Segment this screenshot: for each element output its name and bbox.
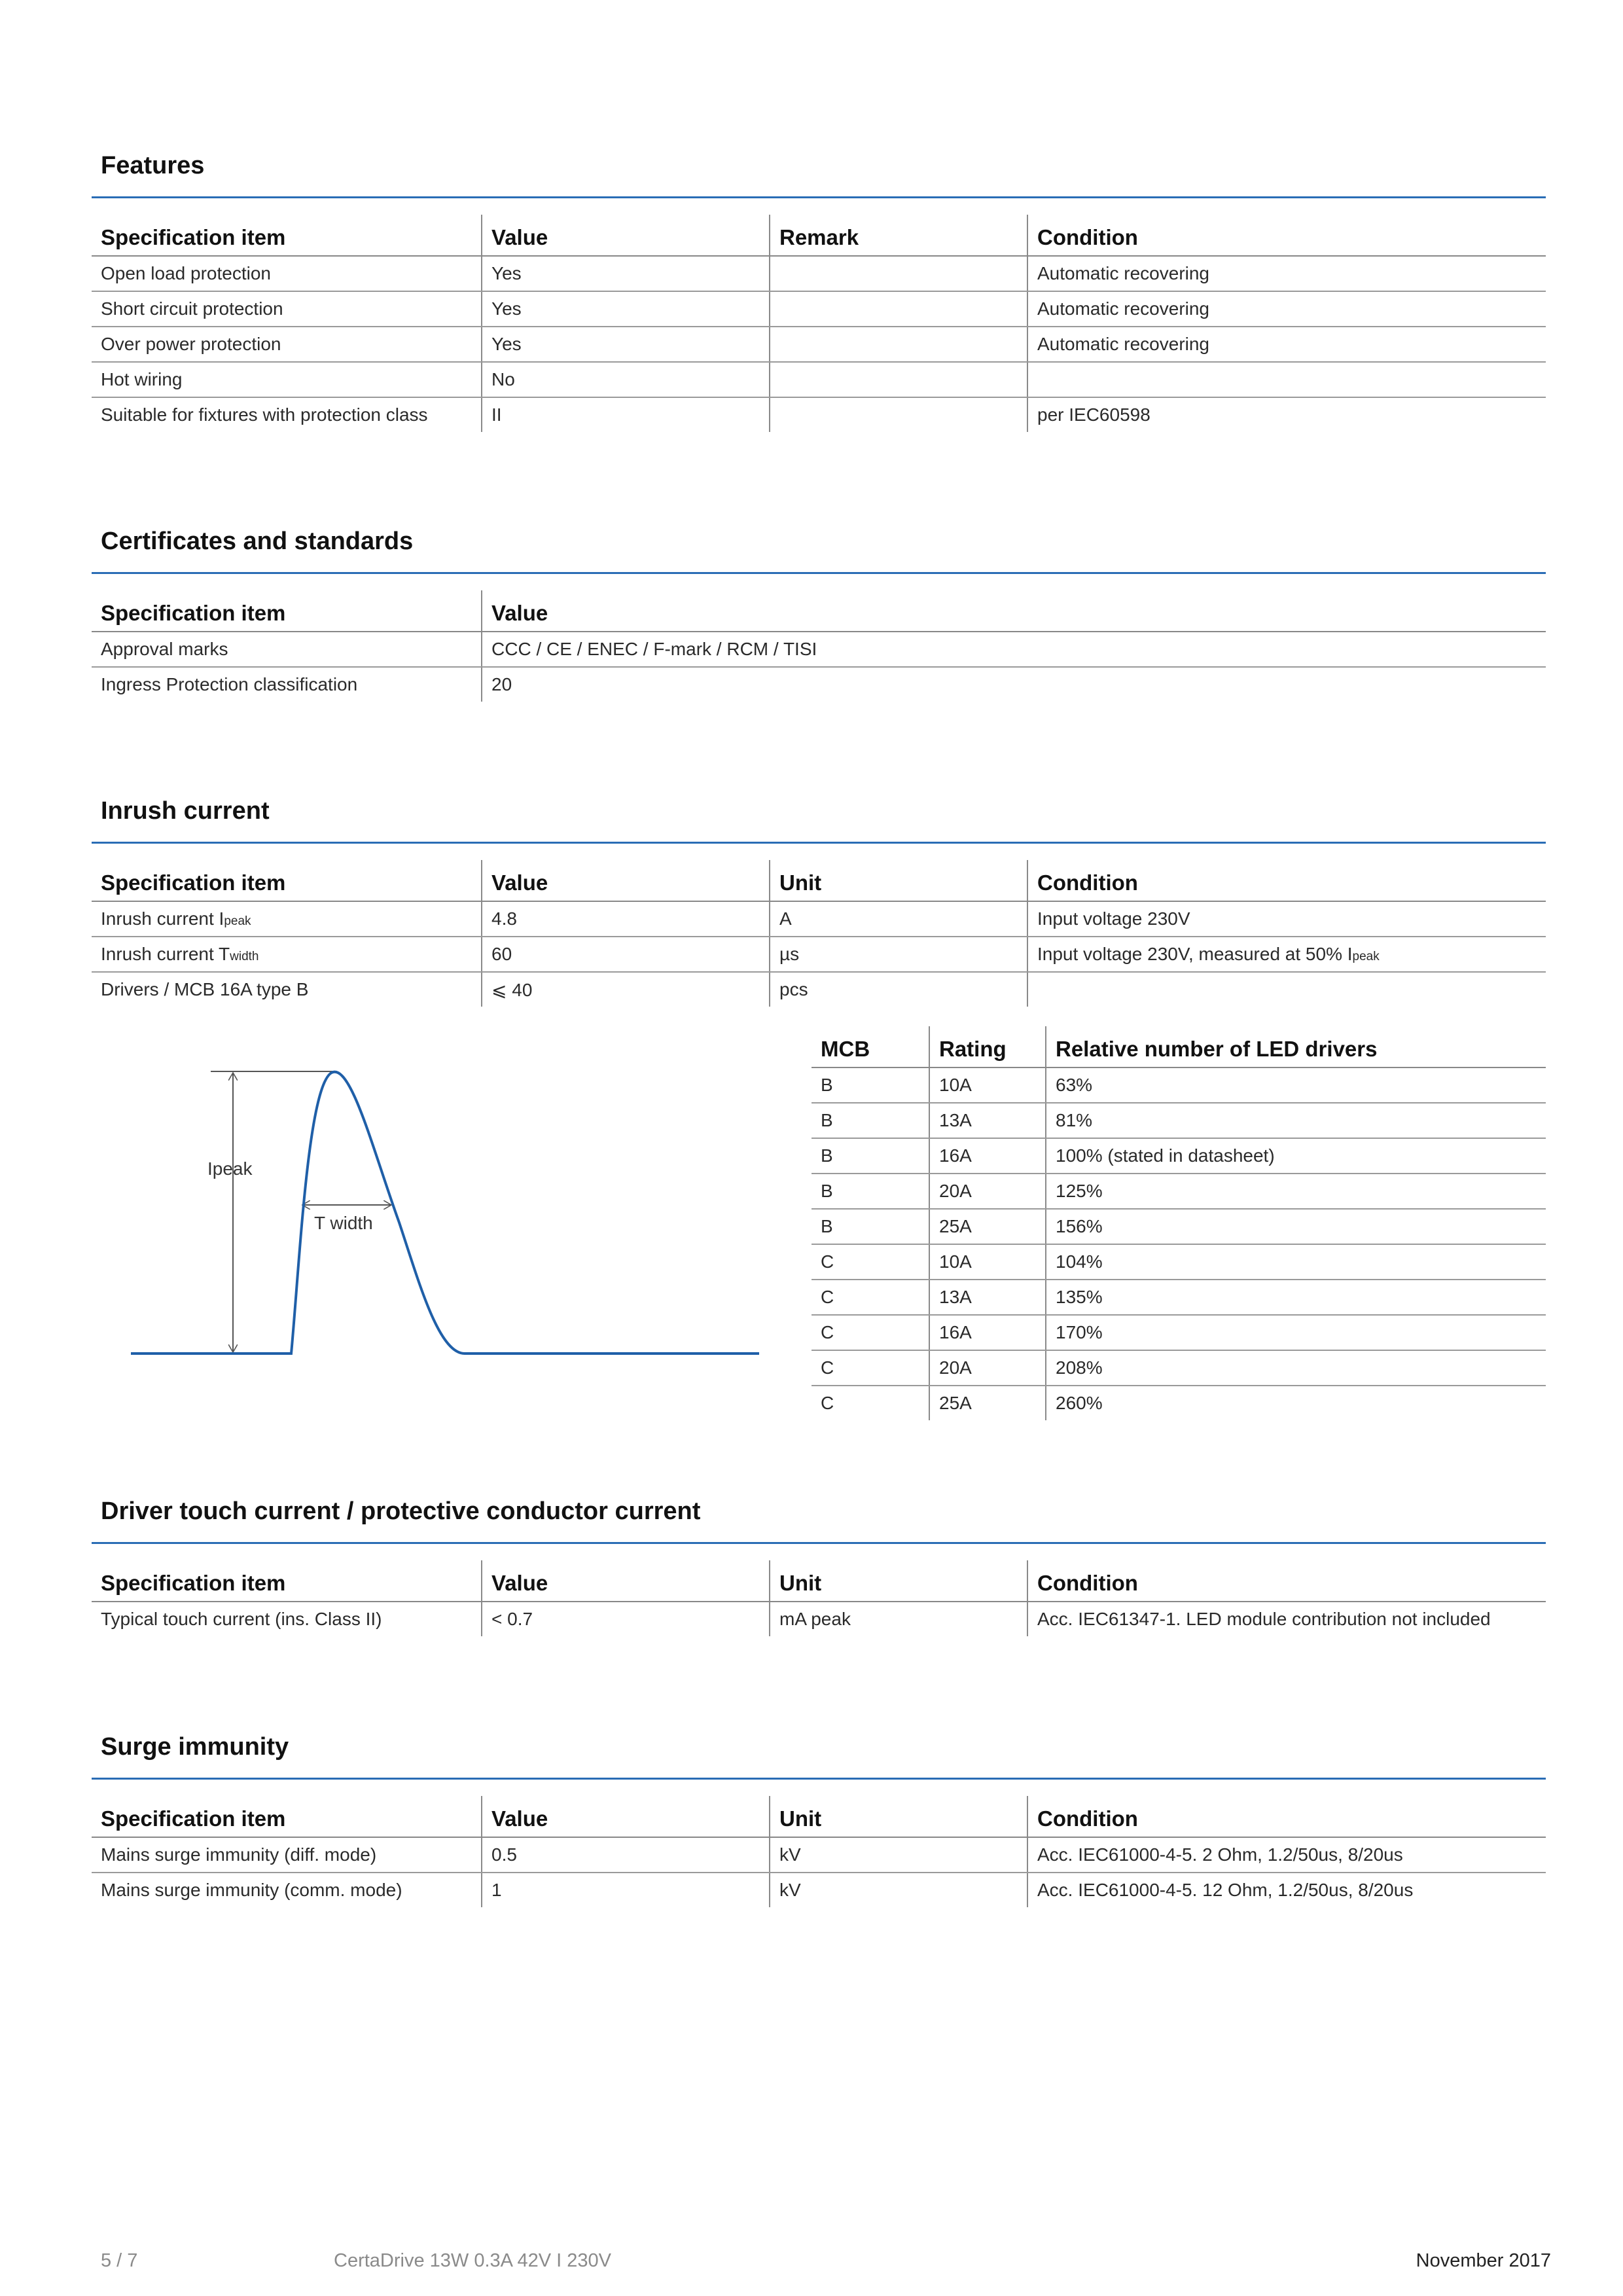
header-value: Value: [482, 1560, 770, 1602]
cell-mcb: B: [812, 1174, 929, 1209]
cell-mcb: C: [812, 1280, 929, 1315]
cell-rating: 16A: [929, 1315, 1046, 1350]
table-row: [812, 1350, 1546, 1386]
cell-condition: [1027, 901, 1546, 937]
footer-product-name: CertaDrive 13W 0.3A 42V I 230V: [334, 2250, 611, 2271]
cell-rating: 20A: [929, 1174, 1046, 1209]
table-row: [92, 972, 1546, 1007]
table-row: [812, 1138, 1546, 1174]
header-condition: Condition: [1027, 860, 1546, 901]
cell-condition: [1027, 937, 1546, 972]
cell-condition: per IEC60598: [1027, 397, 1546, 432]
certificates-title: Certificates and standards: [101, 528, 414, 555]
header-specification-item: Specification item: [92, 215, 482, 256]
cell-remark: [770, 327, 1027, 362]
cell-condition: Automatic recovering: [1027, 327, 1546, 362]
cell-condition: Acc. IEC61000-4-5. 12 Ohm, 1.2/50us, 8/20us: [1027, 1873, 1546, 1907]
table-header-row: [92, 860, 1546, 901]
cell-remark: [770, 362, 1027, 397]
header-mcb: MCB: [812, 1026, 929, 1067]
cell-mcb: B: [812, 1209, 929, 1244]
cell-value: Yes: [482, 327, 770, 362]
surge-title: Surge immunity: [101, 1733, 289, 1761]
header-rating: Rating: [929, 1026, 1046, 1067]
cell-condition: Automatic recovering: [1027, 291, 1546, 327]
cell-condition: [1027, 362, 1546, 397]
table-row: [812, 1103, 1546, 1138]
table-row: [92, 937, 1546, 972]
header-value: Value: [482, 860, 770, 901]
table-row: [812, 1315, 1546, 1350]
cell-value: ⩽ 40: [482, 972, 770, 1007]
cell-relative: 260%: [1046, 1386, 1546, 1420]
cell-relative: 125%: [1046, 1174, 1546, 1209]
cell-item: Hot wiring: [92, 362, 482, 397]
condition-subscript: peak: [1352, 950, 1380, 963]
item-subscript: peak: [224, 914, 251, 928]
cell-unit: kV: [770, 1837, 1027, 1873]
table-row: [92, 901, 1546, 937]
cell-value: < 0.7: [482, 1602, 770, 1636]
item-text: Inrush current T: [101, 944, 230, 964]
section-rule: [92, 842, 1546, 844]
cell-rating: 13A: [929, 1280, 1046, 1315]
cell-value: 1: [482, 1873, 770, 1907]
item-subscript: width: [230, 950, 259, 963]
cell-unit: µs: [770, 937, 1027, 972]
header-specification-item: Specification item: [92, 1560, 482, 1602]
header-unit: Unit: [770, 860, 1027, 901]
table-header-row: [92, 1560, 1546, 1602]
table-row: [812, 1244, 1546, 1280]
header-condition: Condition: [1027, 1796, 1546, 1837]
cell-value: 0.5: [482, 1837, 770, 1873]
table-row: [92, 1837, 1546, 1873]
cell-relative: 100% (stated in datasheet): [1046, 1138, 1546, 1174]
inrush-title: Inrush current: [101, 797, 270, 825]
cell-relative: 104%: [1046, 1244, 1546, 1280]
table-row: [92, 1873, 1546, 1907]
cell-condition: Automatic recovering: [1027, 256, 1546, 291]
cell-mcb: C: [812, 1315, 929, 1350]
cell-unit: pcs: [770, 972, 1027, 1007]
cell-relative: 156%: [1046, 1209, 1546, 1244]
table-row: [812, 1280, 1546, 1315]
cell-relative: 208%: [1046, 1350, 1546, 1386]
cell-relative: 63%: [1046, 1067, 1546, 1103]
header-condition: Condition: [1027, 215, 1546, 256]
cell-condition: [1027, 972, 1546, 1007]
cell-value: CCC / CE / ENEC / F-mark / RCM / TISI: [482, 632, 1546, 667]
cell-item: Over power protection: [92, 327, 482, 362]
section-rule: [92, 196, 1546, 198]
cell-relative: 81%: [1046, 1103, 1546, 1138]
header-condition: Condition: [1027, 1560, 1546, 1602]
inrush-waveform-diagram: [92, 1013, 785, 1380]
cell-item: Ingress Protection classification: [101, 674, 358, 694]
table-row: [92, 256, 1546, 291]
cell-condition: Acc. IEC61347-1. LED module contribution not included: [1027, 1602, 1546, 1636]
inrush-current-curve: [131, 1072, 759, 1354]
table-row: [812, 1386, 1546, 1420]
cell-remark: [770, 291, 1027, 327]
cell-rating: 16A: [929, 1138, 1046, 1174]
cell-remark: [770, 397, 1027, 432]
features-table: [92, 215, 1546, 432]
cell-mcb: C: [812, 1244, 929, 1280]
mcb-table: [812, 1026, 1546, 1420]
surge-table: [92, 1796, 1546, 1907]
cell-relative: 170%: [1046, 1315, 1546, 1350]
footer-date: November 2017: [1416, 2250, 1551, 2271]
features-title: Features: [101, 152, 205, 179]
cell-rating: 10A: [929, 1244, 1046, 1280]
cell-item: Open load protection: [92, 256, 482, 291]
table-row: [92, 362, 1546, 397]
header-unit: Unit: [770, 1796, 1027, 1837]
cell-mcb: B: [812, 1103, 929, 1138]
header-value: Value: [482, 215, 770, 256]
header-unit: Unit: [770, 1560, 1027, 1602]
cell-value: No: [482, 362, 770, 397]
cell-rating: 13A: [929, 1103, 1046, 1138]
header-value: Value: [482, 590, 1546, 632]
cell-rating: 10A: [929, 1067, 1046, 1103]
cell-mcb: C: [812, 1350, 929, 1386]
header-specification-item: Specification item: [92, 860, 482, 901]
cell-mcb: B: [812, 1138, 929, 1174]
cell-unit: A: [770, 901, 1027, 937]
cell-value: Yes: [482, 256, 770, 291]
cell-unit: mA peak: [770, 1602, 1027, 1636]
table-row: [812, 1067, 1546, 1103]
header-specification-item: Specification item: [92, 1796, 482, 1837]
touch-current-title: Driver touch current / protective conductor current: [101, 1498, 701, 1525]
cell-item: [92, 972, 482, 1007]
footer-page-number: 5 / 7: [101, 2250, 138, 2271]
table-header-row: [812, 1026, 1546, 1067]
header-remark: Remark: [770, 215, 1027, 256]
cell-relative: 135%: [1046, 1280, 1546, 1315]
table-row: [92, 667, 1546, 702]
cell-mcb: C: [821, 1393, 834, 1413]
section-rule: [92, 572, 1546, 574]
table-header-row: [92, 215, 1546, 256]
cell-value: II: [482, 397, 770, 432]
cell-condition: Acc. IEC61000-4-5. 2 Ohm, 1.2/50us, 8/20us: [1027, 1837, 1546, 1873]
item-text: Drivers / MCB 16A type B: [101, 979, 309, 999]
cell-value: 4.8: [482, 901, 770, 937]
table-row: [92, 632, 1546, 667]
cell-remark: [770, 256, 1027, 291]
table-row: [92, 397, 1546, 432]
cell-item: Approval marks: [92, 632, 482, 667]
cell-rating: 25A: [929, 1386, 1046, 1420]
cell-value: Yes: [482, 291, 770, 327]
cell-item: Mains surge immunity (diff. mode): [92, 1837, 482, 1873]
certificates-table: [92, 590, 1546, 702]
condition-text: Input voltage 230V: [1037, 908, 1190, 929]
section-rule: [92, 1778, 1546, 1780]
table-row: [92, 1602, 1546, 1636]
table-row: [92, 327, 1546, 362]
table-row: [812, 1174, 1546, 1209]
cell-item: Typical touch current (ins. Class II): [101, 1609, 382, 1629]
cell-item: Mains surge immunity (comm. mode): [101, 1880, 402, 1900]
table-header-row: [92, 590, 1546, 632]
cell-value: 60: [482, 937, 770, 972]
header-value: Value: [482, 1796, 770, 1837]
twidth-label: T width: [314, 1213, 373, 1233]
condition-text: Input voltage 230V, measured at 50% I: [1037, 944, 1353, 964]
table-row: [92, 291, 1546, 327]
table-row: [812, 1209, 1546, 1244]
cell-value: 20: [482, 667, 1546, 702]
cell-unit: kV: [770, 1873, 1027, 1907]
inrush-table: [92, 860, 1546, 1007]
touch-current-table: [92, 1560, 1546, 1636]
cell-mcb: B: [812, 1067, 929, 1103]
cell-item: Short circuit protection: [92, 291, 482, 327]
cell-rating: 20A: [929, 1350, 1046, 1386]
section-rule: [92, 1542, 1546, 1544]
ipeak-label: Ipeak: [207, 1158, 253, 1179]
cell-item: Suitable for fixtures with protection class: [101, 404, 428, 425]
item-text: Inrush current I: [101, 908, 224, 929]
cell-item: [92, 937, 482, 972]
cell-item: [92, 901, 482, 937]
header-specification-item: Specification item: [92, 590, 482, 632]
cell-rating: 25A: [929, 1209, 1046, 1244]
header-relative-number: Relative number of LED drivers: [1046, 1026, 1546, 1067]
table-header-row: [92, 1796, 1546, 1837]
